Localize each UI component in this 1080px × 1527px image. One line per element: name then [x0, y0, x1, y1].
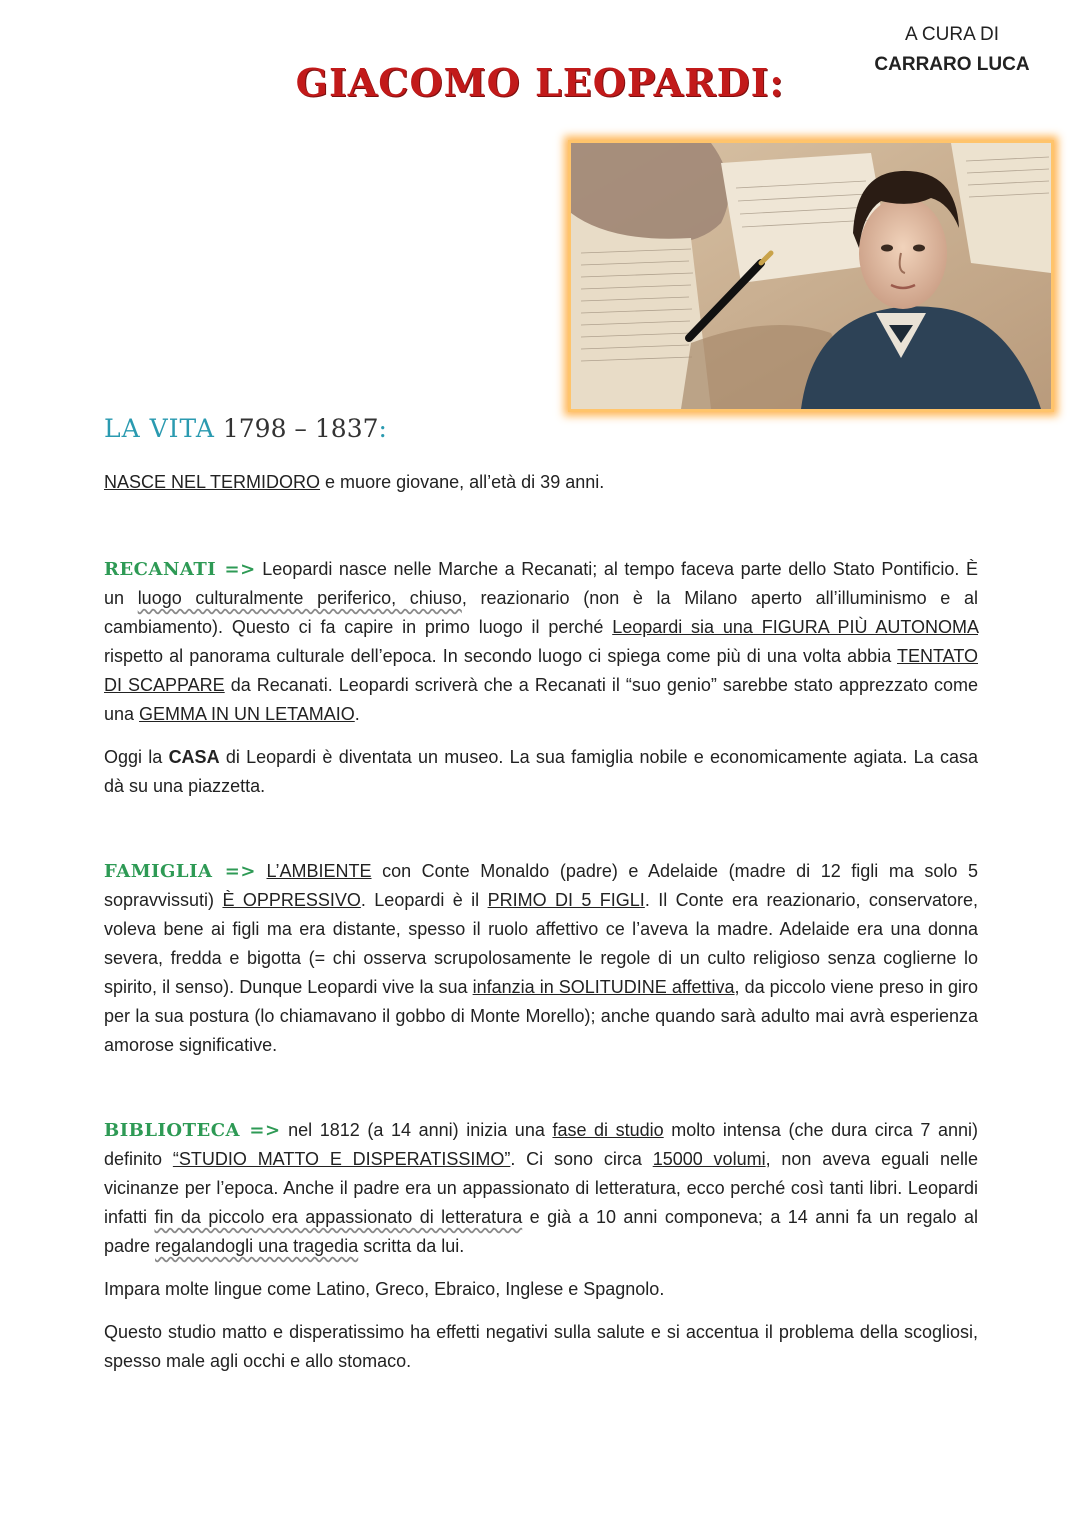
- paragraph-text: . Il Conte era reazionario, conservatore, voleva bene ai figli ma era distante, spesso il ruolo affettivo ce l’aveva la madre. Adelaide era una donna severa, fredda e bigotta (= chi osserva scrupolosamente le regole di un culto religioso senza coglierne lo spirito, il senso). Dunque Leopardi vive la sua: [104, 890, 978, 997]
- paragraph-text: Leopardi nasce nelle Marche a Recanati; al tempo faceva parte dello Stato Pontificio. È un: [104, 559, 978, 608]
- wavy-underlined-text: fin da piccolo era appassionato di letteratura: [154, 1207, 523, 1227]
- paragraph-text: rispetto al panorama culturale dell’epoca. In secondo luogo ci spiega come più di una volta abbia: [104, 646, 897, 666]
- paragraph-text: con Conte Monaldo (padre) e Adelaide (madre di 12 figli ma solo 5 sopravvissuti): [104, 861, 978, 910]
- paragraph-text: Oggi la: [104, 747, 169, 767]
- underlined-text: “STUDIO MATTO E DISPERATISSIMO”: [172, 1149, 511, 1169]
- paragraph-text: .: [354, 704, 360, 724]
- paragraph-text: . Leopardi è il: [360, 890, 488, 910]
- wavy-underlined-text: regalandogli una tragedia: [155, 1236, 359, 1256]
- intro-paragraph: [104, 468, 978, 497]
- paragraph-text: Questo studio matto e disperatissimo ha effetti negativi sulla salute e si accentua il problema della scogliosi, spesso male agli occhi e allo stomaco.: [104, 1322, 978, 1371]
- underlined-text: 15000 volumi: [652, 1149, 766, 1169]
- salute-paragraph: [104, 1318, 978, 1376]
- keyword-biblioteca: BIBLIOTECA =>: [104, 1120, 281, 1141]
- underlined-text: TENTATO DI SCAPPARE: [104, 646, 978, 695]
- keyword-famiglia: FAMIGLIA =>: [104, 861, 256, 882]
- section-title-label: LA VITA: [104, 414, 215, 443]
- paragraph-text: scritta da lui.: [358, 1236, 465, 1256]
- author-name: CARRARO LUCA: [874, 54, 1030, 75]
- recanati-paragraph: [104, 555, 978, 729]
- paragraph-text: , non aveva eguali nelle vicinanze per l’epoca. Anche il padre era un appassionato di letteratura, ecco perché così tanti libri. Leopardi infatti: [104, 1149, 978, 1227]
- paragraph-text: di Leopardi è diventata un museo. La sua famiglia nobile e economicamente agiata. La casa dà su una piazzetta.: [104, 747, 978, 796]
- biblioteca-paragraph: [104, 1116, 978, 1261]
- underlined-text: NASCE NEL TERMIDORO: [104, 472, 321, 492]
- casa-paragraph: [104, 743, 978, 801]
- paragraph-text: da Recanati. Leopardi scriverà che a Recanati il “suo genio” sarebbe stato apprezzato come una: [104, 675, 979, 724]
- underlined-text: È OPPRESSIVO: [222, 890, 361, 910]
- paragraph-text: molto intensa (che dura circa 7 anni) definito: [104, 1120, 978, 1169]
- portrait-image: [568, 140, 1054, 412]
- lingue-paragraph: [104, 1275, 978, 1304]
- underlined-text: fase di studio: [552, 1120, 664, 1140]
- paragraph-text: [256, 861, 267, 881]
- underlined-text: infanzia in SOLITUDINE affettiva: [472, 977, 735, 997]
- section-title-la-vita: [104, 414, 387, 443]
- keyword-recanati: RECANATI =>: [104, 559, 256, 580]
- section-title-years: 1798 – 1837: [222, 414, 379, 443]
- paragraph-text: e muore giovane, all’età di 39 anni.: [320, 472, 605, 492]
- wavy-underlined-text: luogo culturalmente periferico, chiuso: [137, 588, 462, 608]
- paragraph-text: . Ci sono circa: [510, 1149, 653, 1169]
- paragraph-text: nel 1812 (a 14 anni) inizia una: [280, 1120, 553, 1140]
- section-title-colon: :: [378, 414, 387, 443]
- paragraph-text: , da piccolo viene preso in giro per la sua postura (lo chiamavano il gobbo di Monte Morello); anche quando sarà adulto mai avrà esperienza amorose significative.: [104, 977, 978, 1055]
- underlined-text: Leopardi sia una FIGURA PIÙ AUTONOMA: [612, 617, 978, 637]
- paragraph-text: Impara molte lingue come Latino, Greco, Ebraico, Inglese e Spagnolo.: [104, 1279, 665, 1299]
- portrait-illustration: [571, 143, 1051, 409]
- underlined-text: GEMMA IN UN LETAMAIO: [139, 704, 355, 724]
- underlined-text: L’AMBIENTE: [266, 861, 372, 881]
- bold-text: CASA: [168, 747, 220, 767]
- underlined-text: PRIMO DI 5 FIGLI: [487, 890, 645, 910]
- paragraph-text: e già a 10 anni componeva; a 14 anni fa un regalo al padre: [104, 1207, 979, 1256]
- paragraph-text: , reazionario (non è la Milano aperto all’illuminismo e al cambiamento). Questo ci fa capire in primo luogo il perché: [104, 588, 978, 637]
- page-title: GIACOMO LEOPARDI:: [295, 60, 785, 105]
- famiglia-paragraph: [104, 857, 978, 1060]
- credit-label: A CURA DI: [905, 24, 999, 45]
